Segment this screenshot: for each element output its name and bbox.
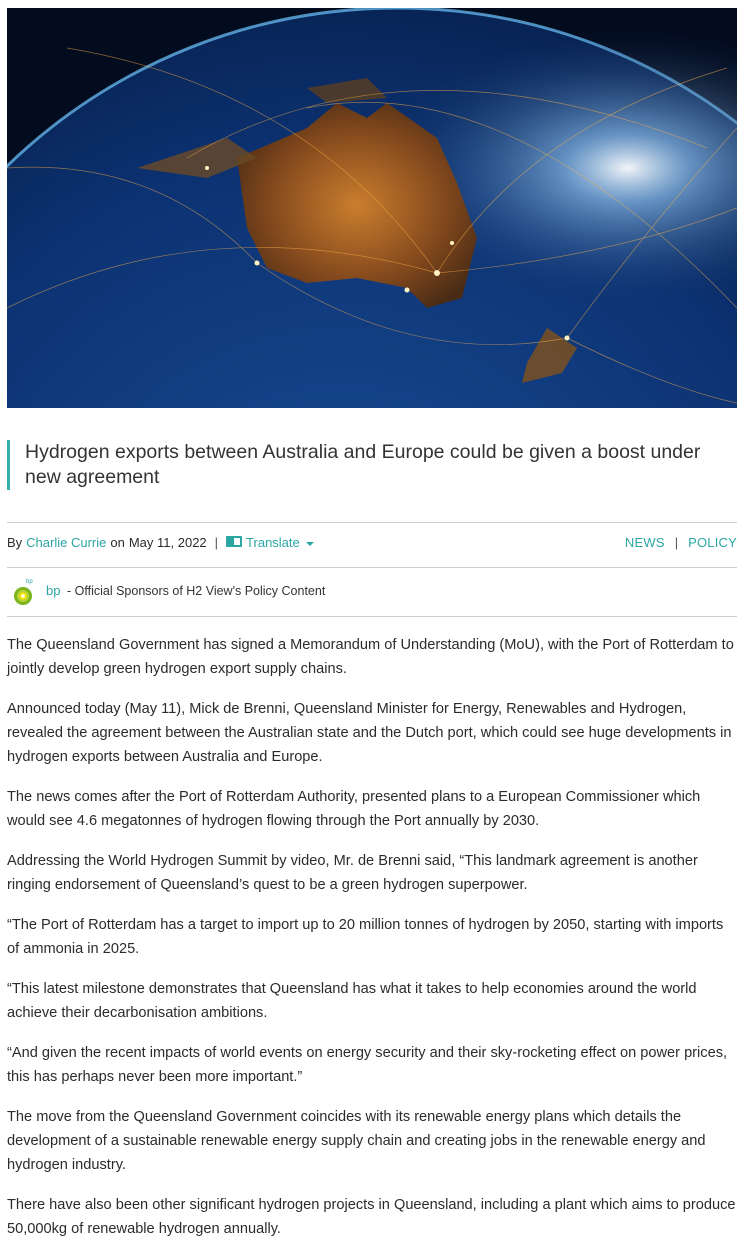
paragraph: “And given the recent impacts of world events on energy security and their sky-rocketing effect on power prices, this has perhaps never been more important.”: [7, 1045, 728, 1085]
date-prefix: on: [110, 535, 125, 550]
article-meta-bar: [7, 522, 737, 568]
sponsor-bar: [7, 568, 737, 617]
hero-image: [7, 8, 737, 408]
paragraph: Announced today (May 11), Mick de Brenni, Queensland Minister for Energy, Renewables and Hydrogen, revealed the agreement between the Australian state and the Dutch port, which could see huge developments in hydrogen exports between Australia and Europe.: [7, 701, 732, 765]
sponsor-text: - Official Sponsors of H2 View's Policy Content: [67, 584, 326, 598]
bp-logo-text: bp: [26, 579, 33, 585]
category-policy-link[interactable]: POLICY: [688, 535, 737, 550]
byline-prefix: By: [7, 535, 23, 550]
category-news-link[interactable]: NEWS: [624, 535, 665, 550]
byline: [7, 535, 314, 550]
translate-label: Translate: [246, 535, 300, 550]
paragraph: “The Port of Rotterdam has a target to import up to 20 million tonnes of hydrogen by 2050, starting with imports of ammonia in 2025.: [7, 917, 724, 957]
publish-date: May 11, 2022: [128, 535, 207, 550]
paragraph: The Queensland Government has signed a Memorandum of Understanding (MoU), with the Port of Rotterdam to jointly develop green hydrogen export supply chains.: [7, 637, 734, 677]
paragraph: The news comes after the Port of Rotterdam Authority, presented plans to a European Commissioner which would see 4.6 megatonnes of hydrogen flowing through the Port annually by 2030.: [7, 789, 701, 829]
article-headline: Hydrogen exports between Australia and Europe could be given a boost under new agreement: [25, 441, 701, 488]
translate-icon: [226, 536, 242, 547]
headline-block: [7, 440, 737, 490]
globe-illustration: [7, 8, 737, 408]
article-body: [7, 633, 739, 1248]
paragraph: The move from the Queensland Government coincides with its renewable energy plans which details the development of a sustainable renewable energy supply chain and creating jobs in the renewable energy and hydrogen industry.: [7, 1109, 706, 1173]
meta-divider: |: [214, 535, 219, 550]
bp-helios-logo-icon[interactable]: [11, 577, 37, 607]
category-divider: |: [674, 535, 679, 550]
paragraph: “This latest milestone demonstrates that Queensland has what it takes to help economies around the world achieve their decarbonisation ambitions.: [7, 981, 697, 1021]
category-links: [625, 535, 737, 550]
chevron-down-icon: [306, 542, 314, 546]
author-link[interactable]: Charlie Currie: [26, 535, 107, 550]
paragraph: There have also been other significant hydrogen projects in Queensland, including a plant which aims to produce 50,000kg of renewable hydrogen annually.: [7, 1197, 736, 1237]
paragraph: Addressing the World Hydrogen Summit by video, Mr. de Brenni said, “This landmark agreement is another ringing endorsement of Queensland’s quest to be a green hydrogen superpower.: [7, 853, 698, 893]
sponsor-name-link[interactable]: bp: [46, 583, 61, 598]
translate-button[interactable]: [226, 535, 314, 550]
